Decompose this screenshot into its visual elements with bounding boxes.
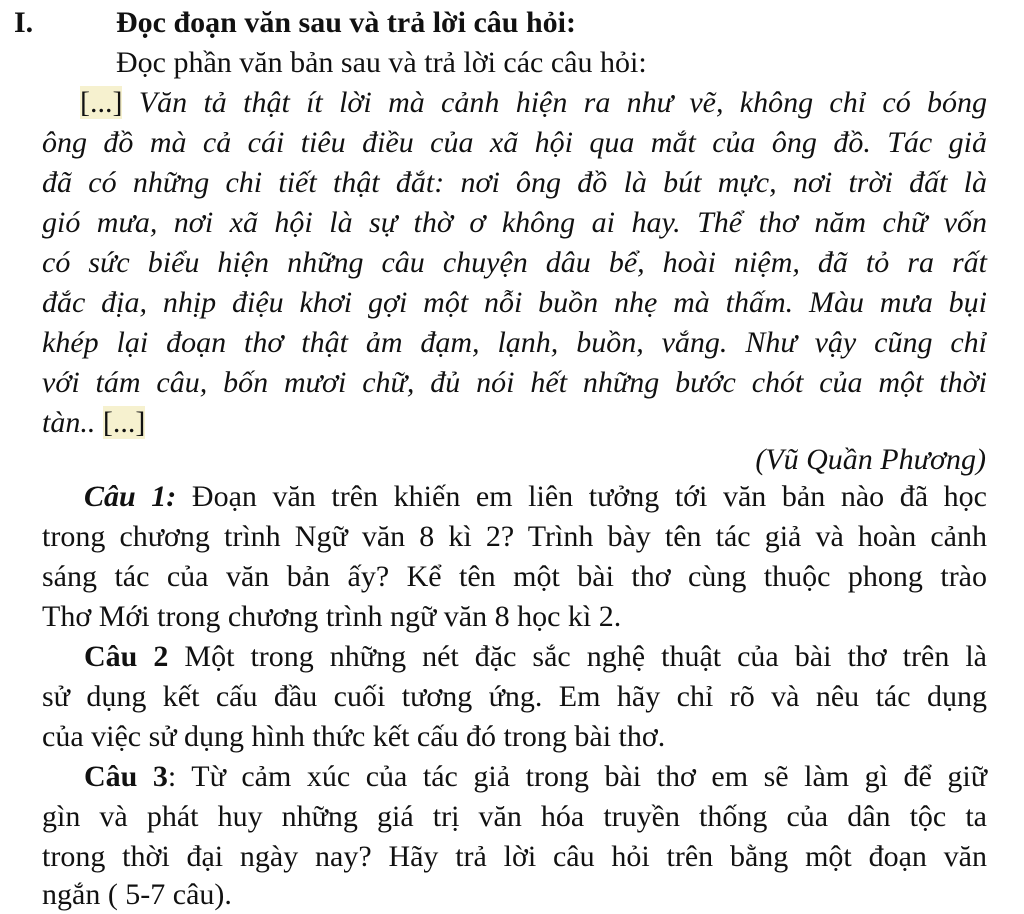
excerpt-line-text: tàn..: [42, 406, 96, 439]
question-1-line: [84, 478, 987, 516]
excerpt-line: gió mưa, nơi xã hội là sự thờ ơ không ai hay. Thể thơ năm chữ vốn: [42, 206, 987, 239]
section-title: Đọc đoạn văn sau và trả lời câu hỏi:: [116, 6, 576, 39]
question-3-label: Câu 3: [84, 760, 168, 793]
question-3-line: ngắn ( 5-7 câu).: [42, 878, 232, 911]
excerpt-open-marker: [...]: [80, 86, 123, 119]
excerpt-line: ông đồ mà cả cái tiêu điều của xã hội qua mắt của ông đồ. Tác giả: [42, 126, 987, 159]
excerpt-line: khép lại đoạn thơ thật ảm đạm, lạnh, buồn, vắng. Như vậy cũng chỉ: [42, 326, 987, 359]
excerpt-line: [42, 404, 145, 442]
question-2-line: [84, 638, 987, 676]
excerpt-line: có sức biểu hiện những câu chuyện dâu bể, hoài niệm, đã tỏ ra rất: [42, 246, 987, 279]
question-1-label: Câu 1:: [84, 480, 177, 513]
excerpt-line-text: Văn tả thật ít lời mà cảnh hiện ra như vẽ, không chỉ có bóng: [138, 86, 988, 119]
question-2-line: sử dụng kết cấu đầu cuối tương ứng. Em hãy chỉ rõ và nêu tác dụng: [42, 680, 987, 713]
instruction-text: Đọc phần văn bản sau và trả lời các câu hỏi:: [116, 46, 647, 79]
question-3-line: trong thời đại ngày nay? Hãy trả lời câu hỏi trên bằng một đoạn văn: [42, 840, 987, 873]
excerpt-line: [80, 84, 987, 122]
excerpt-line: đã có những chi tiết thật đắt: nơi ông đồ là bút mực, nơi trời đất là: [42, 166, 987, 199]
excerpt-line: đắc địa, nhịp điệu khơi gợi một nỗi buồn nhẹ mà thấm. Màu mưa bụi: [42, 286, 987, 319]
section-number: I.: [14, 6, 34, 39]
question-3-line: gìn và phát huy những giá trị văn hóa truyền thống của dân tộc ta: [42, 800, 987, 833]
question-1-text: Đoạn văn trên khiến em liên tưởng tới văn bản nào đã học: [191, 480, 987, 513]
question-1-line: trong chương trình Ngữ văn 8 kì 2? Trình bày tên tác giả và hoàn cảnh: [42, 520, 987, 553]
question-3-text: : Từ cảm xúc của tác giả trong bài thơ em sẽ làm gì để giữ: [167, 760, 988, 793]
excerpt-line: với tám câu, bốn mươi chữ, đủ nói hết những bước chót của một thời: [42, 366, 987, 399]
question-2-line: của việc sử dụng hình thức kết cấu đó trong bài thơ.: [42, 720, 666, 753]
question-1-line: sáng tác của văn bản ấy? Kể tên một bài thơ cùng thuộc phong trào: [42, 560, 987, 593]
question-2-label: Câu 2: [84, 640, 169, 673]
excerpt-close-marker: [...]: [102, 406, 146, 439]
question-3-line: [84, 758, 987, 796]
excerpt-author: (Vũ Quần Phương): [755, 443, 986, 476]
question-2-text: Một trong những nét đặc sắc nghệ thuật của bài thơ trên là: [184, 640, 987, 673]
question-1-line: Thơ Mới trong chương trình ngữ văn 8 học kì 2.: [42, 600, 622, 633]
